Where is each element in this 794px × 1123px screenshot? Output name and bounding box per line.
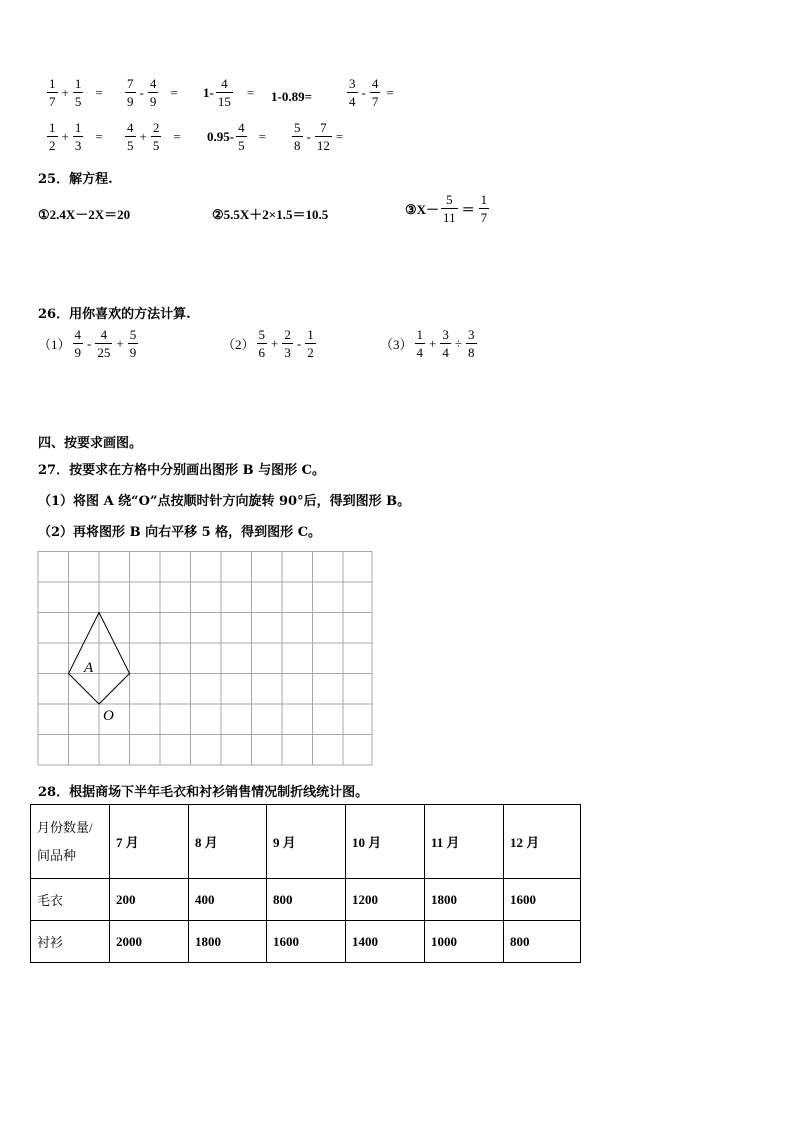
fraction-numerator: 7 [127, 76, 134, 91]
fraction [47, 121, 58, 152]
equation-3 [405, 193, 491, 224]
math-operator: = [258, 128, 266, 144]
fraction-denominator: 12 [316, 138, 330, 153]
fraction-numerator: 5 [129, 327, 137, 342]
table-cell: 1800 [189, 921, 267, 963]
fraction [216, 77, 233, 108]
math-operator: - [296, 335, 302, 351]
math-operator: 0.95- [207, 128, 235, 144]
table-cell: 400 [189, 879, 267, 921]
fraction-numerator: 3 [442, 327, 449, 342]
question-27-step-1: （1）将图 A 绕“O”点按顺时针方向旋转 90°后，得到图形 B。 [38, 494, 411, 509]
fraction-denominator: 4 [349, 94, 356, 109]
table-cell: 1200 [346, 879, 425, 921]
math-operator: - [306, 128, 311, 144]
fraction-numerator: 5 [258, 327, 266, 342]
fraction [125, 77, 136, 108]
fraction-denominator: 25 [97, 345, 111, 360]
fraction-numerator: 4 [127, 120, 134, 135]
column-header: 8 月 [189, 805, 267, 879]
fraction-numerator: 1 [74, 120, 82, 135]
math-operator: = [335, 128, 344, 144]
fraction-denominator: 9 [149, 94, 157, 109]
fraction-denominator: 3 [284, 345, 291, 360]
fraction [257, 328, 268, 359]
math-operator: + [61, 84, 69, 100]
fraction-denominator: 2 [49, 138, 56, 153]
question-25-title: 25．解方程. [38, 172, 113, 187]
math-operator: 1- [203, 84, 214, 100]
fraction-denominator: 15 [217, 94, 231, 109]
fraction-numerator: 3 [349, 76, 356, 91]
fraction-numerator: 1 [74, 76, 82, 91]
table-cell: 1600 [504, 879, 581, 921]
fraction [370, 77, 381, 108]
math-operator: + [429, 335, 437, 351]
fraction [125, 121, 136, 152]
fraction-denominator: 5 [238, 138, 245, 153]
question-28-title: 28．根据商场下半年毛衣和衬衫销售情况制折线统计图。 [38, 785, 369, 800]
fraction-numerator: 1 [307, 327, 314, 342]
fraction [95, 328, 112, 359]
math-operator: - [139, 84, 144, 100]
math-operator: = [95, 128, 103, 144]
fraction-numerator: 5 [446, 192, 453, 207]
calc-5-8-minus-7-12 [290, 121, 345, 152]
math-operator: = [173, 128, 181, 144]
fraction-denominator: 3 [74, 138, 82, 153]
fraction-denominator: 9 [127, 94, 134, 109]
calc-3-4-minus-4-7 [345, 77, 396, 108]
fraction [441, 193, 458, 224]
section-4-title: 四、按要求画图。 [38, 436, 143, 451]
fraction-numerator: 1 [49, 120, 56, 135]
table-cell: 1600 [267, 921, 346, 963]
fraction [128, 328, 139, 359]
fraction-denominator: 8 [294, 138, 301, 153]
column-header: 11 月 [425, 805, 504, 879]
table-cell: 1800 [425, 879, 504, 921]
calc-1-2-plus-1-3 [45, 121, 105, 152]
fraction [305, 328, 316, 359]
table-cell: 1000 [425, 921, 504, 963]
math-operator: + [139, 128, 147, 144]
math-operator: - [87, 335, 92, 351]
math-operator: = [386, 84, 394, 100]
fraction-denominator: 7 [371, 94, 379, 109]
question-27-step-2: （2）再将图形 B 向右平移 5 格，得到图形 C。 [38, 525, 322, 540]
math-operator: - [361, 84, 366, 100]
fraction [347, 77, 358, 108]
calc-0-95-minus-4-5 [207, 121, 268, 152]
fraction-numerator: 7 [320, 120, 327, 135]
drawing-grid [37, 551, 373, 766]
calc-26-2 [222, 328, 318, 359]
label-a: A [84, 660, 94, 676]
fraction-denominator: 6 [258, 345, 266, 360]
label-o: O [103, 708, 114, 724]
math-operator: + [61, 128, 69, 144]
fraction-numerator: 4 [149, 76, 157, 91]
fraction [73, 77, 84, 108]
math-operator: ＝ [461, 202, 475, 217]
fraction [73, 328, 84, 359]
table-corner-cell: 月份数量/ 间品种 [31, 805, 110, 879]
fraction-numerator: 4 [74, 327, 82, 342]
column-header: 10 月 [346, 805, 425, 879]
fraction [73, 121, 84, 152]
table-cell: 800 [504, 921, 581, 963]
table-cell: 200 [110, 879, 189, 921]
math-operator: （3） [380, 337, 413, 352]
fraction-numerator: 4 [371, 76, 379, 91]
fraction [415, 328, 426, 359]
fraction-denominator: 7 [480, 210, 488, 225]
fraction-denominator: 9 [74, 345, 82, 360]
calc-1-7-plus-1-5 [45, 77, 105, 108]
math-operator: ÷ [454, 335, 462, 351]
fraction-numerator: 5 [294, 120, 301, 135]
fraction [47, 77, 58, 108]
fraction-numerator: 4 [238, 120, 245, 135]
calc-1-minus-0-89 [271, 89, 312, 105]
fraction-denominator: 4 [416, 345, 424, 360]
fraction-numerator: 4 [221, 76, 228, 91]
math-operator: + [116, 335, 124, 351]
fraction-denominator: 5 [74, 94, 82, 109]
fraction [282, 328, 293, 359]
fraction-denominator: 4 [442, 345, 449, 360]
fraction-numerator: 1 [480, 192, 488, 207]
fraction [466, 328, 477, 359]
table-header-row [31, 805, 581, 879]
calc-4-5-plus-2-5 [123, 121, 183, 152]
fraction-numerator: 2 [284, 327, 291, 342]
fraction-denominator: 11 [443, 210, 456, 225]
fraction [292, 121, 303, 152]
math-operator: + [271, 335, 279, 351]
table-cell: 1400 [346, 921, 425, 963]
fraction [440, 328, 451, 359]
fraction-denominator: 5 [152, 138, 160, 153]
column-header: 12 月 [504, 805, 581, 879]
fraction-numerator: 3 [468, 327, 475, 342]
fraction-numerator: 2 [152, 120, 160, 135]
equation-1: ①2.4X－2X＝20 [38, 207, 131, 222]
fraction [479, 193, 490, 224]
fraction [151, 121, 162, 152]
fraction-denominator: 5 [127, 138, 134, 153]
fraction-denominator: 8 [468, 345, 475, 360]
math-operator: = [95, 84, 103, 100]
sales-table [30, 804, 581, 963]
fraction-numerator: 1 [49, 76, 56, 91]
math-operator: （2） [222, 337, 255, 352]
table-cell: 2000 [110, 921, 189, 963]
fraction [236, 121, 247, 152]
question-26-title: 26．用你喜欢的方法计算. [38, 307, 191, 322]
table-row [31, 921, 581, 963]
row-label: 衬衫 [31, 921, 110, 963]
fraction-denominator: 2 [307, 345, 314, 360]
question-27-title: 27．按要求在方格中分别画出图形 B 与图形 C。 [38, 463, 326, 478]
math-operator: ③X－ [405, 202, 440, 217]
fraction-numerator: 4 [100, 327, 108, 342]
table-cell: 800 [267, 879, 346, 921]
fraction-denominator: 9 [129, 345, 137, 360]
fraction-denominator: 7 [49, 94, 56, 109]
equation-2: ②5.5X＋2×1.5＝10.5 [212, 207, 329, 222]
math-operator: 1-0.89= [271, 89, 312, 104]
fraction [315, 121, 332, 152]
calc-26-1 [38, 328, 140, 359]
fraction-numerator: 1 [416, 327, 424, 342]
math-operator: （1） [38, 337, 71, 352]
math-operator: = [246, 84, 255, 100]
calc-1-minus-4-15 [203, 77, 256, 108]
column-header: 7 月 [110, 805, 189, 879]
math-operator: = [170, 84, 178, 100]
calc-26-3 [380, 328, 479, 359]
row-label: 毛衣 [31, 879, 110, 921]
fraction [148, 77, 159, 108]
table-row [31, 879, 581, 921]
column-header: 9 月 [267, 805, 346, 879]
calc-7-9-minus-4-9 [123, 77, 180, 108]
